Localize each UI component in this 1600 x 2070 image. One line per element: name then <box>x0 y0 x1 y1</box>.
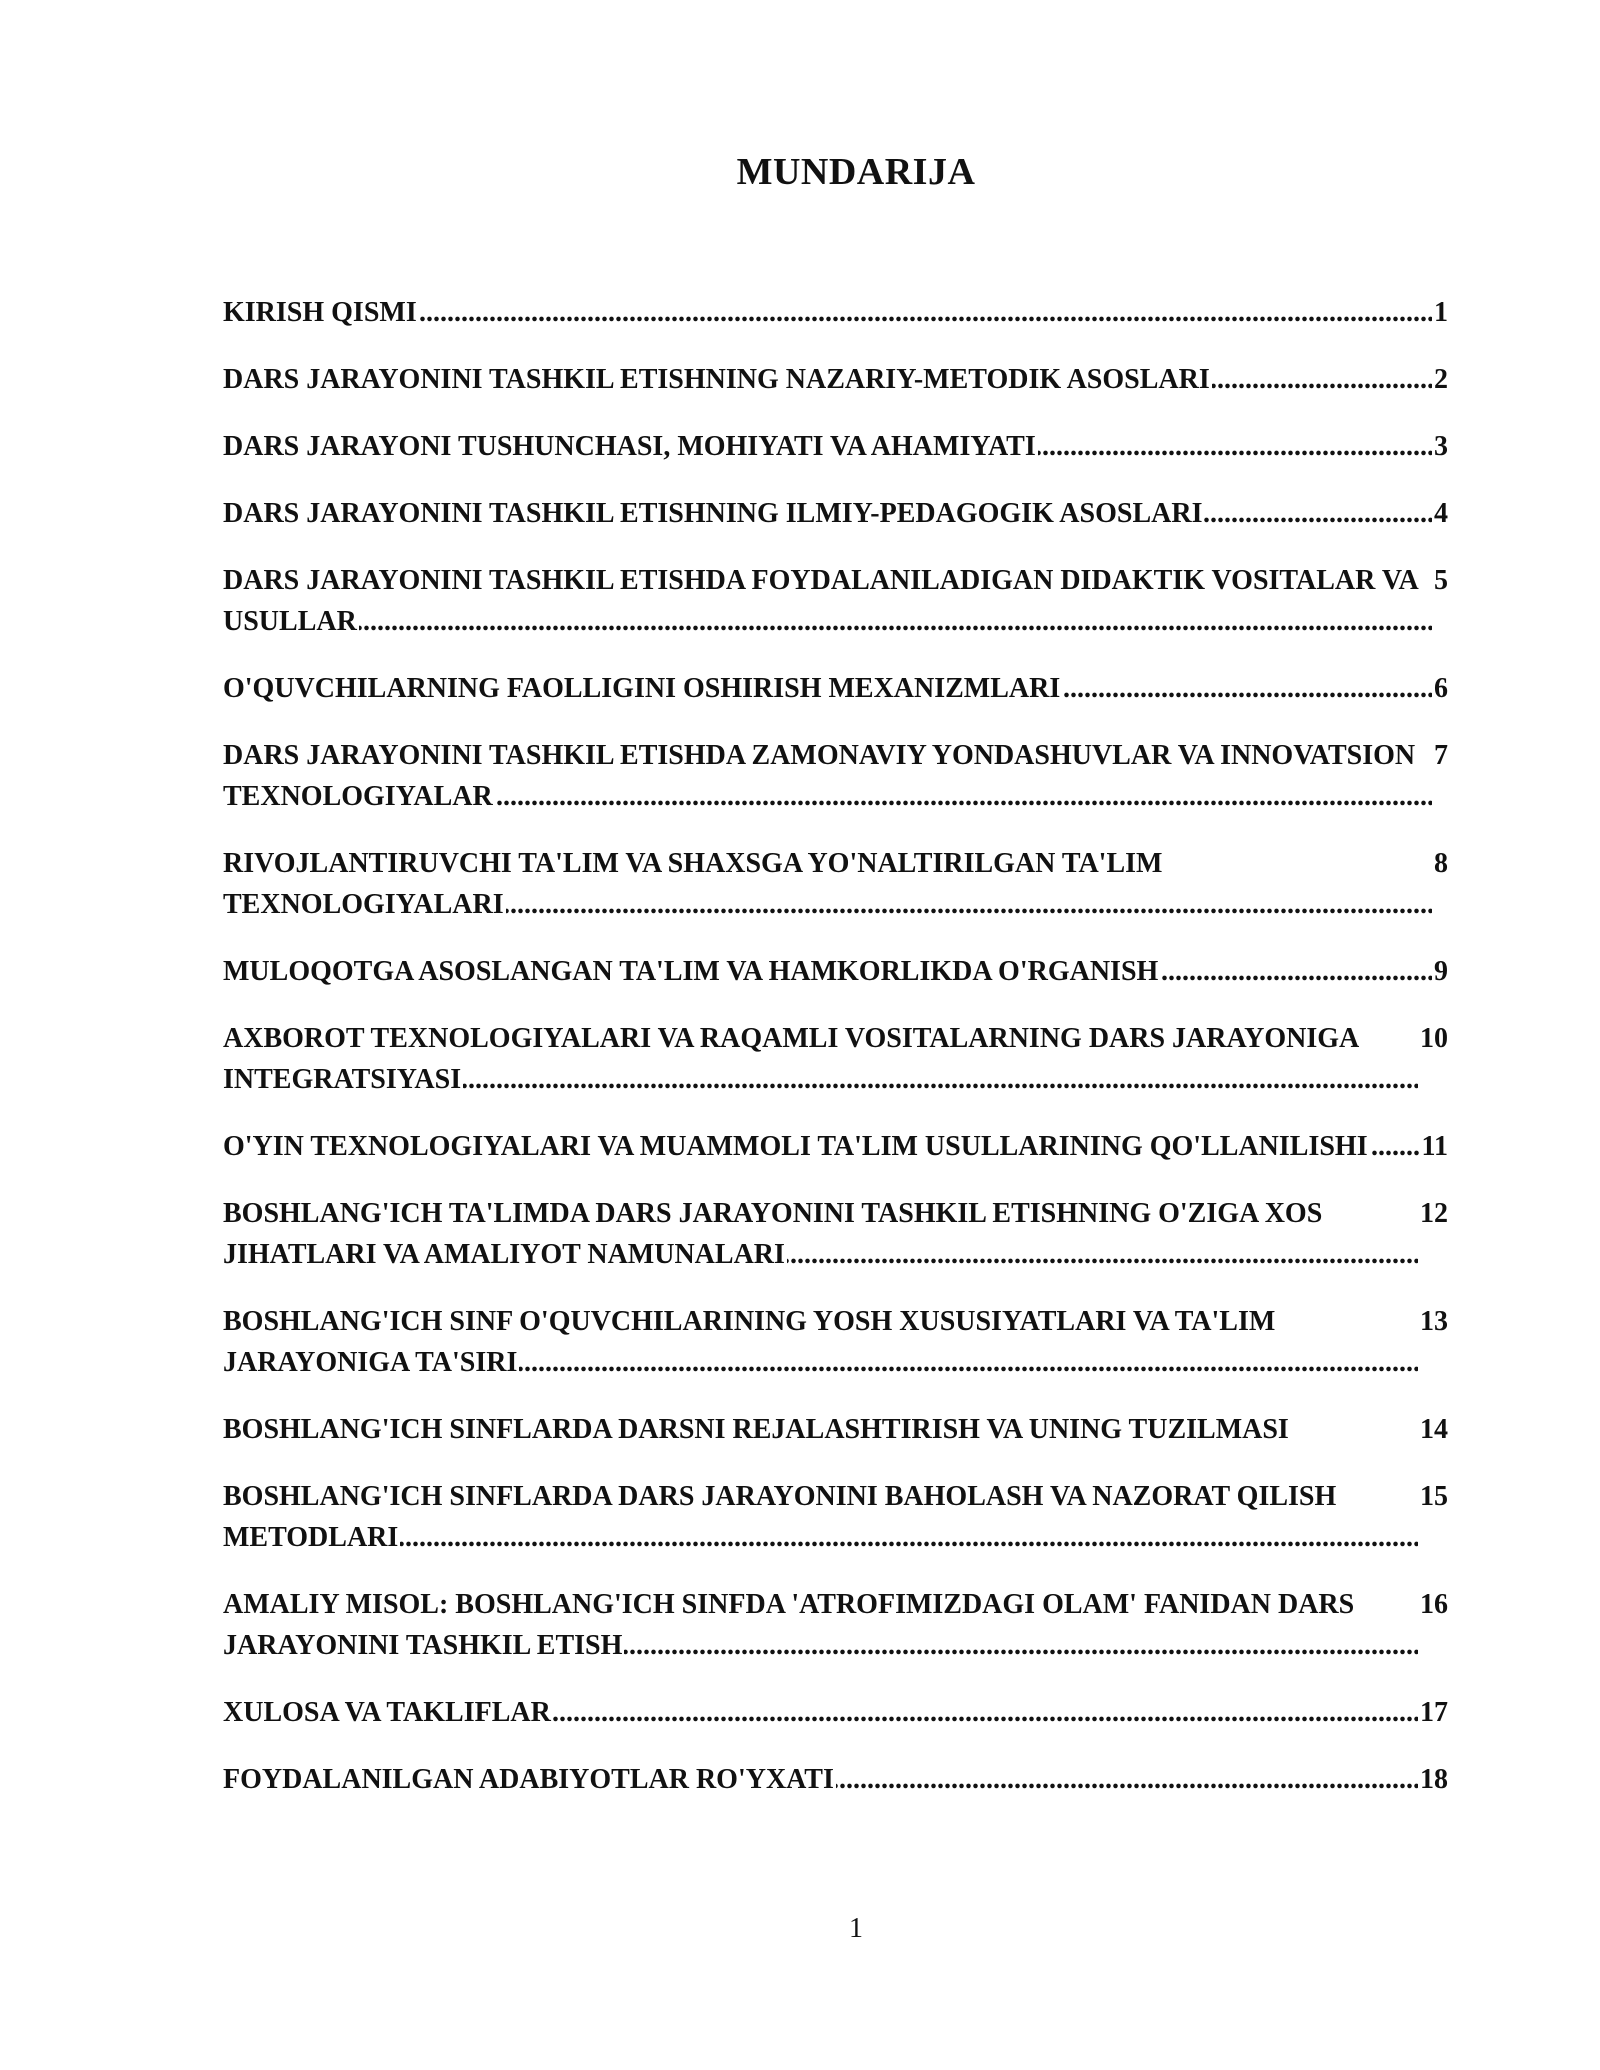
page-title: MUNDARIJA <box>736 151 976 193</box>
toc-entry[interactable] <box>223 1759 1448 1800</box>
toc-entry-title: AXBOROT TEXNOLOGIYALARI VA RAQAMLI VOSITALARNING DARS JARAYONIGA INTEGRATSIYASI <box>223 1023 1360 1095</box>
toc-entry-page: 17 <box>1420 1697 1448 1728</box>
toc-entry[interactable] <box>223 735 1448 817</box>
toc-entry-page: 2 <box>1434 364 1448 395</box>
toc-entry-title: RIVOJLANTIRUVCHI TA'LIM VA SHAXSGA YO'NALTIRILGAN TA'LIM TEXNOLOGIYALARI <box>223 848 1163 920</box>
toc-entry-title: KIRISH QISMI <box>223 297 417 328</box>
toc-entry-title: DARS JARAYONINI TASHKIL ETISHNING ILMIY-PEDAGOGIK ASOSLARI <box>223 498 1203 529</box>
toc-entry-page: 10 <box>1420 1023 1448 1054</box>
toc-entry-page: 3 <box>1434 431 1448 462</box>
toc-entry-title: DARS JARAYONINI TASHKIL ETISHDA FOYDALANILADIGAN DIDAKTIK VOSITALAR VA USULLAR <box>223 565 1419 637</box>
table-of-contents <box>223 292 1448 1826</box>
toc-entry[interactable] <box>223 1193 1448 1275</box>
toc-entry[interactable] <box>223 668 1448 709</box>
toc-entry[interactable] <box>223 292 1448 333</box>
toc-entry-title: MULOQOTGA ASOSLANGAN TA'LIM VA HAMKORLIKDA O'RGANISH <box>223 956 1159 987</box>
toc-entry[interactable] <box>223 1409 1448 1450</box>
toc-entry-page: 1 <box>1434 297 1448 328</box>
toc-entry[interactable] <box>223 359 1448 400</box>
toc-entry-title: FOYDALANILGAN ADABIYOTLAR RO'YXATI <box>223 1764 834 1795</box>
toc-entry[interactable] <box>223 1018 1448 1100</box>
toc-entry-page: 7 <box>1434 740 1448 771</box>
toc-entry[interactable] <box>223 951 1448 992</box>
toc-entry[interactable] <box>223 1301 1448 1383</box>
toc-entry-page: 8 <box>1434 848 1448 879</box>
toc-entry-title: BOSHLANG'ICH TA'LIMDA DARS JARAYONINI TASHKIL ETISHNING O'ZIGA XOS JIHATLARI VA AMALIYOT NAMUNALARI <box>223 1198 1323 1270</box>
toc-entry-page: 9 <box>1434 956 1448 987</box>
toc-entry-page: 16 <box>1420 1589 1448 1620</box>
toc-entry[interactable] <box>223 843 1448 925</box>
toc-entry-title: DARS JARAYONINI TASHKIL ETISHNING NAZARIY-METODIK ASOSLARI <box>223 364 1210 395</box>
toc-entry[interactable] <box>223 1692 1448 1733</box>
toc-entry[interactable] <box>223 560 1448 642</box>
toc-entry[interactable] <box>223 1584 1448 1666</box>
toc-entry-page: 14 <box>1420 1414 1448 1445</box>
toc-entry-title: XULOSA VA TAKLIFLAR <box>223 1697 551 1728</box>
toc-entry-title: AMALIY MISOL: BOSHLANG'ICH SINFDA 'ATROFIMIZDAGI OLAM' FANIDAN DARS JARAYONINI TASHKIL ETISH <box>223 1589 1355 1661</box>
page-number: 1 <box>849 1913 863 1944</box>
toc-entry-title: DARS JARAYONI TUSHUNCHASI, MOHIYATI VA AHAMIYATI <box>223 431 1036 462</box>
toc-entry-title: DARS JARAYONINI TASHKIL ETISHDA ZAMONAVIY YONDASHUVLAR VA INNOVATSION TEXNOLOGIYALAR <box>223 740 1416 812</box>
toc-entry-title: BOSHLANG'ICH SINFLARDA DARS JARAYONINI BAHOLASH VA NAZORAT QILISH METODLARI <box>223 1481 1337 1553</box>
toc-entry-title: O'YIN TEXNOLOGIYALARI VA MUAMMOLI TA'LIM USULLARINING QO'LLANILISHI <box>223 1131 1368 1162</box>
toc-entry-page: 15 <box>1420 1481 1448 1512</box>
toc-entry-page: 18 <box>1420 1764 1448 1795</box>
toc-entry[interactable] <box>223 493 1448 534</box>
toc-entry-page: 11 <box>1421 1131 1448 1162</box>
toc-entry[interactable] <box>223 1476 1448 1558</box>
toc-entry[interactable] <box>223 1126 1448 1167</box>
toc-entry-title: O'QUVCHILARNING FAOLLIGINI OSHIRISH MEXANIZMLARI <box>223 673 1061 704</box>
toc-entry-title: BOSHLANG'ICH SINF O'QUVCHILARINING YOSH XUSUSIYATLARI VA TA'LIM JARAYONIGA TA'SIRI <box>223 1306 1276 1378</box>
toc-entry-page: 5 <box>1434 565 1448 596</box>
toc-entry-page: 4 <box>1434 498 1448 529</box>
toc-entry-page: 12 <box>1420 1198 1448 1229</box>
toc-entry-title: BOSHLANG'ICH SINFLARDA DARSNI REJALASHTIRISH VA UNING TUZILMASI <box>223 1414 1289 1445</box>
toc-entry-page: 13 <box>1420 1306 1448 1337</box>
toc-entry-page: 6 <box>1434 673 1448 704</box>
toc-entry[interactable] <box>223 426 1448 467</box>
